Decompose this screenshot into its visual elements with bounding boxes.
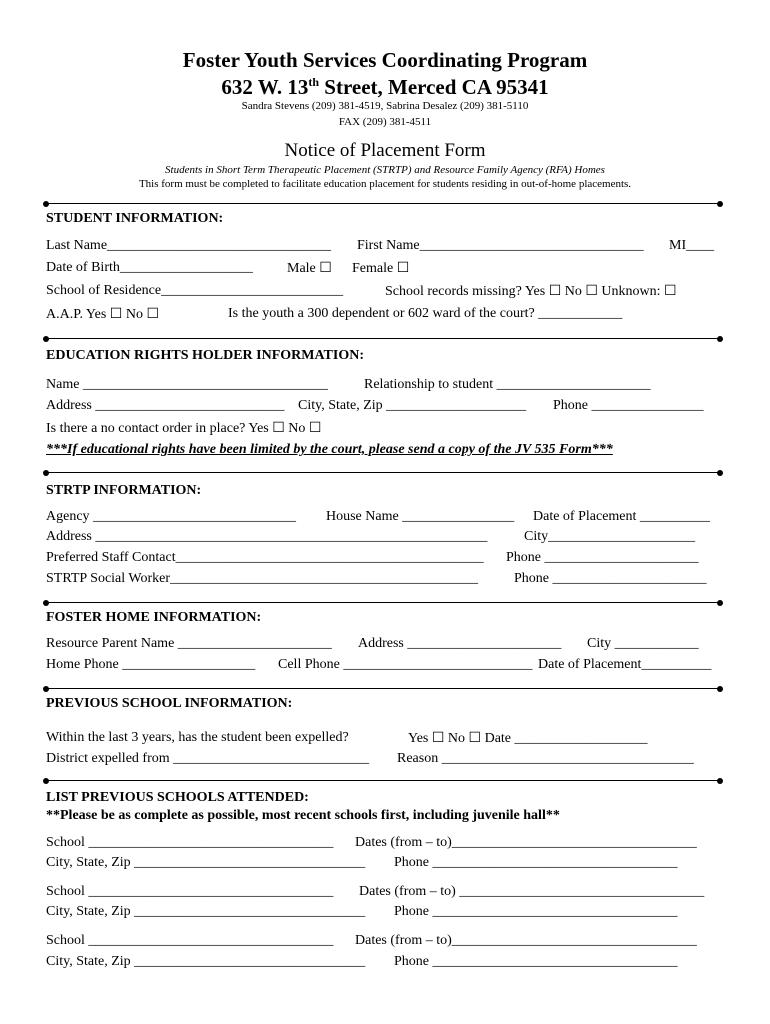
strtp-date-placement-field[interactable]: Date of Placement __________ bbox=[533, 509, 710, 524]
school-residence-field[interactable]: School of Residence__________________________ bbox=[46, 283, 344, 298]
aap-options[interactable]: A.A.P. Yes ☐ No ☐ bbox=[46, 307, 160, 322]
staff-contact-field[interactable]: Preferred Staff Contact____________________________________________ bbox=[46, 550, 484, 565]
section-divider bbox=[46, 688, 720, 689]
dependent-question-field[interactable]: Is the youth a 300 dependent or 602 ward of the court? ____________ bbox=[228, 306, 623, 321]
section-divider bbox=[46, 338, 720, 339]
last-name-field[interactable]: Last Name________________________________ bbox=[46, 238, 332, 253]
cell-phone-field[interactable]: Cell Phone ___________________________ bbox=[278, 657, 533, 672]
school-name-field[interactable]: School ___________________________________ bbox=[46, 835, 334, 850]
strtp-heading: STRTP INFORMATION: bbox=[46, 483, 202, 498]
foster-date-placement-field[interactable]: Date of Placement__________ bbox=[538, 657, 712, 672]
school-city-field[interactable]: City, State, Zip _________________________________ bbox=[46, 904, 366, 919]
section-divider bbox=[46, 203, 720, 204]
contact-line: Sandra Stevens (209) 381-4519, Sabrina Desalez (209) 381-5110 bbox=[241, 100, 529, 112]
first-name-field[interactable]: First Name________________________________ bbox=[357, 238, 644, 253]
dob-field[interactable]: Date of Birth___________________ bbox=[46, 260, 253, 275]
jv535-warning: ***If educational rights have been limited by the court, please send a copy of the JV 535 Form*** bbox=[46, 442, 613, 457]
holder-address-field[interactable]: Address ___________________________ bbox=[46, 398, 285, 413]
section-divider bbox=[46, 472, 720, 473]
schools-attended-note: **Please be as complete as possible, most recent schools first, including juvenile hall** bbox=[46, 808, 560, 823]
strtp-address-field[interactable]: Address ________________________________________________________ bbox=[46, 529, 488, 544]
school-dates-field[interactable]: Dates (from – to)___________________________________ bbox=[355, 835, 697, 850]
education-rights-heading: EDUCATION RIGHTS HOLDER INFORMATION: bbox=[46, 348, 365, 363]
org-title: Foster Youth Services Coordinating Program bbox=[182, 48, 588, 72]
school-dates-field[interactable]: Dates (from – to) ___________________________________ bbox=[359, 884, 705, 899]
no-contact-options[interactable]: Is there a no contact order in place? Yes ☐ No ☐ bbox=[46, 421, 322, 436]
form-subtitle: This form must be completed to facilitate education placement for students residing in out-of-home placements. bbox=[138, 178, 632, 190]
holder-city-state-zip-field[interactable]: City, State, Zip ____________________ bbox=[298, 398, 527, 413]
foster-home-heading: FOSTER HOME INFORMATION: bbox=[46, 610, 262, 625]
form-subtitle-italic: Students in Short Term Therapeutic Placement (STRTP) and Resource Family Agency (RFA) Homes bbox=[165, 164, 605, 176]
mi-field[interactable]: MI____ bbox=[669, 238, 715, 253]
school-phone-field[interactable]: Phone ___________________________________ bbox=[394, 954, 678, 969]
expelled-reason-field[interactable]: Reason ____________________________________ bbox=[397, 751, 694, 766]
expelled-options[interactable]: Yes ☐ No ☐ Date ___________________ bbox=[408, 731, 648, 746]
foster-address-field[interactable]: Address ______________________ bbox=[358, 636, 562, 651]
resource-parent-field[interactable]: Resource Parent Name ______________________ bbox=[46, 636, 332, 651]
expelled-question: Within the last 3 years, has the student been expelled? bbox=[46, 730, 349, 745]
school-city-field[interactable]: City, State, Zip _________________________________ bbox=[46, 954, 366, 969]
house-name-field[interactable]: House Name ________________ bbox=[326, 509, 515, 524]
school-name-field[interactable]: School ___________________________________ bbox=[46, 884, 334, 899]
male-checkbox[interactable]: Male ☐ bbox=[287, 261, 332, 276]
org-address: 632 W. 13th Street, Merced CA 95341 bbox=[221, 75, 549, 99]
section-divider bbox=[46, 780, 720, 781]
form-title: Notice of Placement Form bbox=[284, 140, 486, 161]
agency-field[interactable]: Agency _____________________________ bbox=[46, 509, 297, 524]
fax-line: FAX (209) 381-4511 bbox=[338, 116, 432, 128]
holder-phone-field[interactable]: Phone ________________ bbox=[553, 398, 704, 413]
records-missing-options[interactable]: School records missing? Yes ☐ No ☐ Unknown: ☐ bbox=[385, 284, 677, 299]
social-worker-field[interactable]: STRTP Social Worker____________________________________________ bbox=[46, 571, 479, 586]
student-info-heading: STUDENT INFORMATION: bbox=[46, 211, 224, 226]
school-name-field[interactable]: School ___________________________________ bbox=[46, 933, 334, 948]
section-divider bbox=[46, 602, 720, 603]
school-phone-field[interactable]: Phone ___________________________________ bbox=[394, 855, 678, 870]
school-city-field[interactable]: City, State, Zip _________________________________ bbox=[46, 855, 366, 870]
foster-city-field[interactable]: City ____________ bbox=[587, 636, 699, 651]
district-expelled-field[interactable]: District expelled from ____________________________ bbox=[46, 751, 370, 766]
previous-school-heading: PREVIOUS SCHOOL INFORMATION: bbox=[46, 696, 293, 711]
schools-attended-heading: LIST PREVIOUS SCHOOLS ATTENDED: bbox=[46, 790, 309, 805]
school-phone-field[interactable]: Phone ___________________________________ bbox=[394, 904, 678, 919]
social-worker-phone-field[interactable]: Phone ______________________ bbox=[514, 571, 707, 586]
relationship-field[interactable]: Relationship to student ______________________ bbox=[364, 377, 651, 392]
holder-name-field[interactable]: Name ___________________________________ bbox=[46, 377, 328, 392]
school-dates-field[interactable]: Dates (from – to)___________________________________ bbox=[355, 933, 697, 948]
staff-phone-field[interactable]: Phone ______________________ bbox=[506, 550, 699, 565]
strtp-city-field[interactable]: City_____________________ bbox=[524, 529, 696, 544]
female-checkbox[interactable]: Female ☐ bbox=[352, 261, 410, 276]
home-phone-field[interactable]: Home Phone ___________________ bbox=[46, 657, 256, 672]
